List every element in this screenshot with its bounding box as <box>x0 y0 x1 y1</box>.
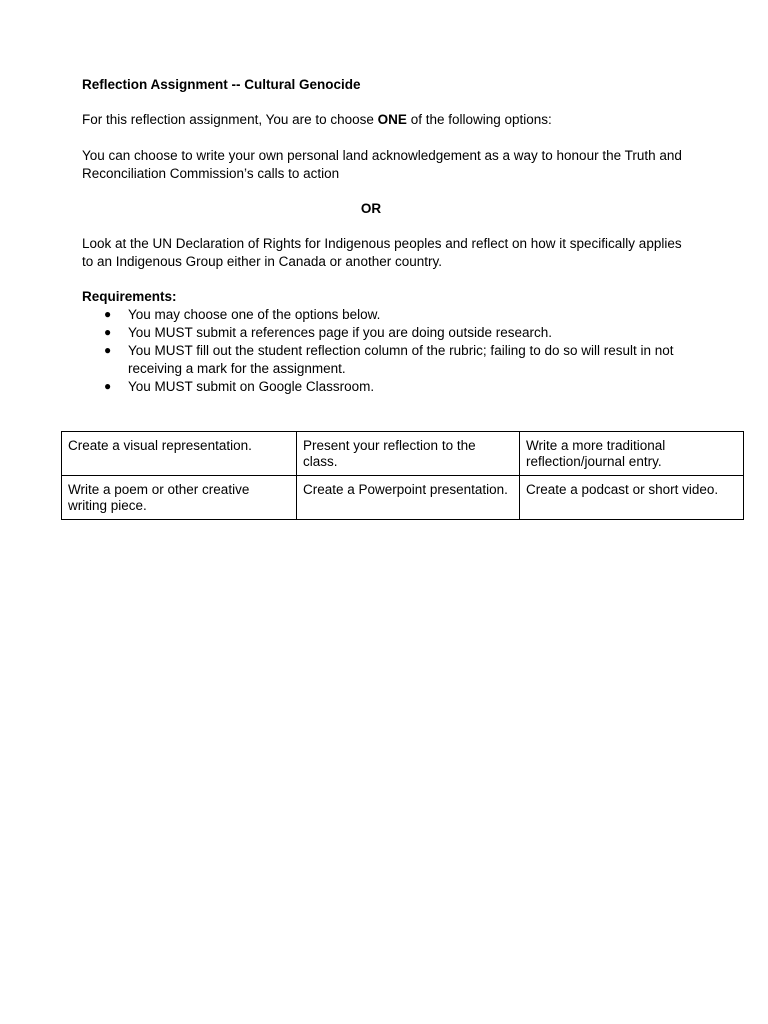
list-item <box>82 324 692 342</box>
bullet-icon: ● <box>104 343 112 357</box>
bullet-icon: ● <box>104 325 112 339</box>
table-cell: Create a podcast or short video. <box>520 476 744 520</box>
option-one-paragraph: You can choose to write your own personal land acknowledgement as a way to honour the Truth and Reconciliation Commission’s calls to action <box>82 148 682 181</box>
table-row <box>62 432 744 476</box>
list-item <box>82 306 692 324</box>
requirement-text: You MUST fill out the student reflection column of the rubric; failing to do so will result in not receiving a mark for the assignment. <box>128 343 674 376</box>
intro-text-after: of the following options: <box>406 112 552 127</box>
bullet-icon: ● <box>104 378 112 393</box>
requirement-text: You MUST submit a references page if you are doing outside research. <box>128 325 552 340</box>
bullet-icon: ● <box>104 307 112 321</box>
list-item <box>82 342 692 377</box>
or-separator: OR <box>360 201 382 216</box>
table-cell: Create a Powerpoint presentation. <box>297 476 520 520</box>
table-cell: Write a more traditional reflection/journal entry. <box>520 432 744 476</box>
table-cell: Create a visual representation. <box>62 432 297 476</box>
options-table <box>61 431 744 520</box>
requirements-heading: Requirements: <box>82 289 177 304</box>
requirement-text: You MUST submit on Google Classroom. <box>128 378 375 394</box>
requirement-text: You may choose one of the options below. <box>128 307 381 322</box>
requirements-list <box>82 306 692 396</box>
table-cell: Present your reflection to the class. <box>297 432 520 476</box>
document-title: Reflection Assignment -- Cultural Genocide <box>82 77 361 92</box>
intro-text-before: For this reflection assignment, You are to choose <box>82 112 378 127</box>
intro-emphasis: ONE <box>377 112 407 127</box>
option-two-paragraph: Look at the UN Declaration of Rights for Indigenous peoples and reflect on how it specifically applies to an Indigenous Group either in Canada or another country. <box>82 236 682 269</box>
table-row <box>62 476 744 520</box>
intro-paragraph <box>82 111 552 129</box>
list-item <box>82 378 692 396</box>
table-cell: Write a poem or other creative writing piece. <box>62 476 297 520</box>
